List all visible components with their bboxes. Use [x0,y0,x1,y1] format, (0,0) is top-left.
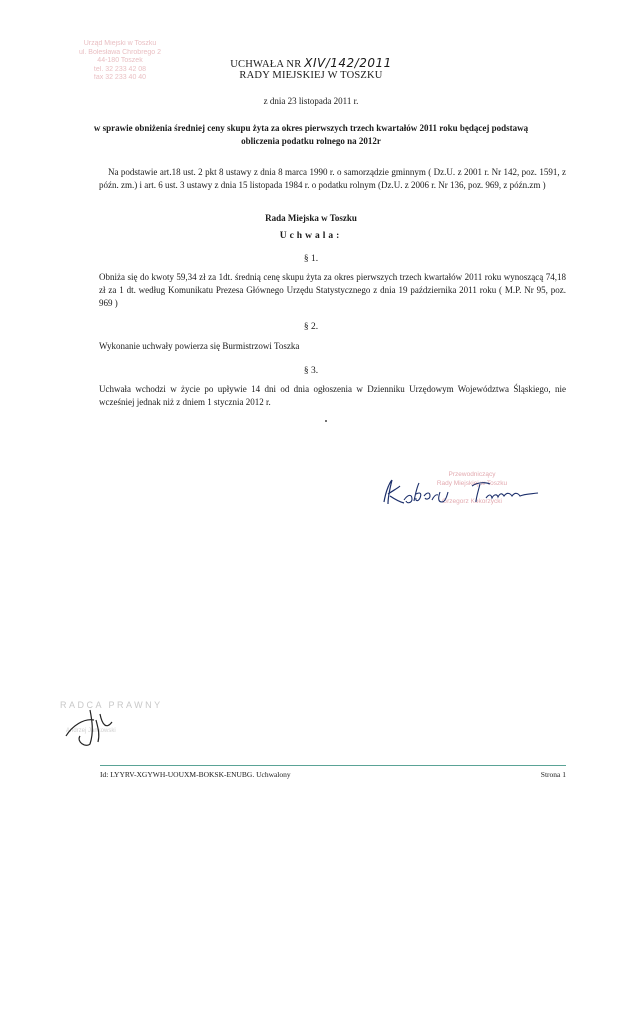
office-stamp-line: 44-180 Toszek [97,57,143,64]
office-stamp-line: fax 32 233 40 40 [93,74,147,81]
legal-stamp: RADCA PRAWNY [60,700,163,710]
chair-stamp-line: Przewodniczący [448,471,496,478]
council-name: Rada Miejska w Toszku [265,213,357,223]
resolves-heading: Uchwala: [279,231,343,241]
section-2-text: Wykonanie uchwały powierza się Burmistrzowi Toszka [99,341,300,351]
resolution-number: XIV/142/2011 [304,56,392,70]
section-3-text: Uchwała wchodzi w życie po upływie 14 dni od dnia ogłoszenia w Dzienniku Urzędowym Województwa Śląskiego, nie wcześniej jednak niż z dniem 1 stycznia 2012 r. [99,384,566,407]
office-stamp-line: ul. Bolesława Chrobrego 2 [78,48,162,56]
office-stamp-line: Urząd Miejski w Toszku [83,40,157,47]
council-title: RADY MIEJSKIEJ W TOSZKU [239,70,383,81]
resolution-date: z dnia 23 listopada 2011 r. [263,96,359,106]
section-1-mark: § 1. [303,254,319,264]
page-number: Strona 1 [540,770,566,779]
stray-dot [325,420,327,422]
resolution-subject: w sprawie obniżenia średniej ceny skupu żyta za okres pierwszych trzech kwartałów 2011 roku będącej podstawą obliczenia podatku rolnego na 2012r [93,123,529,146]
chair-stamp-line: Rady Miejskiej w Toszku [436,480,508,487]
legal-signature [60,700,120,750]
section-1-text: Obniża się do kwoty 59,34 zł za 1dt. średnią cenę skupu żyta za okres pierwszych trzech kwartałów 2011 roku wynoszącą 74,18 zł za 1 dt. według Komunikatu Prezesa Głównego Urzędu Statystycznego z dnia 19 października 2011 roku ( M.P. Nr 95, poz. 969 ) [99,272,566,308]
legal-stamp-sub: Andrzej Jankowski [66,728,116,734]
document-id: Id: LYYRV-XGYWH-UOUXM-BOKSK-ENUBG. Uchwalony [100,770,291,779]
chair-signature [376,472,546,512]
legal-basis: Na podstawie art.18 ust. 2 pkt 8 ustawy z dnia 8 marca 1990 r. o samorządzie gminnym ( Dz.U. z 2001 r. Nr 142, poz. 1591, z późn. zm.) i art. 6 ust. 3 ustawy z dnia 15 listopada 1984 r. o podatku rolnym (Dz.U. z 2006 r. Nr 136, poz. 969, z późn.zm ) [99,167,566,190]
section-3-mark: § 3. [303,366,319,376]
resolution-title [0,56,622,70]
title-prefix: UCHWAŁA NR [230,59,302,70]
section-2-mark: § 2. [303,322,319,332]
office-stamp-line: tel. 32 233 42 08 [93,65,147,73]
footer-rule [100,765,566,766]
chair-stamp-line: Grzegorz Kokorzycki [442,498,502,505]
